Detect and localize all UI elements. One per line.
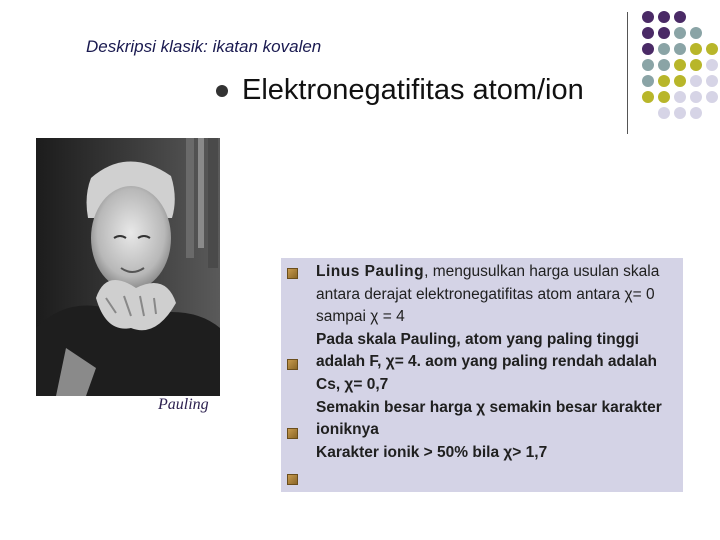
bullet-3-icon bbox=[287, 428, 298, 439]
dot-icon bbox=[690, 75, 702, 87]
dot-icon bbox=[706, 59, 718, 71]
dot-icon bbox=[690, 27, 702, 39]
bullet-item-2: Pada skala Pauling, atom yang paling tinggi adalah F, χ= 4. aom yang paling rendah adalah Cs, χ= 0,7 bbox=[316, 330, 657, 393]
dot-icon bbox=[658, 91, 670, 103]
divider-line bbox=[627, 12, 628, 134]
dot-icon bbox=[674, 43, 686, 55]
dot-icon bbox=[658, 27, 670, 39]
decorative-dot-grid bbox=[640, 11, 720, 121]
bullet-list bbox=[316, 261, 676, 464]
bullet-1-text: , mengusulkan harga usulan skala antara derajat elektronegatifitas atom antara χ= 0 sampai χ = 4 bbox=[316, 263, 660, 326]
slide-subtitle: Deskripsi klasik: ikatan kovalen bbox=[86, 37, 322, 56]
photo-caption: Pauling bbox=[158, 396, 209, 413]
dot-icon bbox=[642, 27, 654, 39]
dot-icon bbox=[642, 59, 654, 71]
bullet-2-icon bbox=[287, 359, 298, 370]
dot-icon bbox=[658, 75, 670, 87]
slide-title: Elektronegatifitas atom/ion bbox=[242, 74, 584, 106]
title-bullet-icon bbox=[216, 85, 228, 97]
dot-icon bbox=[674, 11, 686, 23]
dot-icon bbox=[706, 75, 718, 87]
bullet-4-icon bbox=[287, 474, 298, 485]
dot-icon bbox=[690, 107, 702, 119]
dot-icon bbox=[642, 91, 654, 103]
dot-icon bbox=[690, 59, 702, 71]
dot-icon bbox=[674, 75, 686, 87]
dot-icon bbox=[674, 59, 686, 71]
bullet-1-lead: Linus Pauling bbox=[316, 263, 425, 280]
dot-icon bbox=[642, 43, 654, 55]
portrait-photo bbox=[36, 138, 220, 396]
bullet-1-icon bbox=[287, 268, 298, 279]
dot-icon bbox=[658, 11, 670, 23]
dot-icon bbox=[658, 107, 670, 119]
title-row bbox=[216, 74, 584, 107]
dot-icon bbox=[658, 59, 670, 71]
dot-icon bbox=[674, 107, 686, 119]
bullet-item-3: Semakin besar harga χ semakin besar karakter ioniknya bbox=[316, 398, 662, 439]
bullet-item-4: Karakter ionik > 50% bila χ> 1,7 bbox=[316, 443, 548, 461]
dot-icon bbox=[690, 43, 702, 55]
bullet-item-1 bbox=[316, 261, 676, 329]
dot-icon bbox=[642, 11, 654, 23]
dot-icon bbox=[690, 91, 702, 103]
dot-icon bbox=[674, 91, 686, 103]
dot-icon bbox=[642, 75, 654, 87]
dot-icon bbox=[674, 27, 686, 39]
dot-icon bbox=[658, 43, 670, 55]
dot-icon bbox=[706, 43, 718, 55]
dot-icon bbox=[706, 91, 718, 103]
portrait-illustration bbox=[36, 138, 220, 396]
